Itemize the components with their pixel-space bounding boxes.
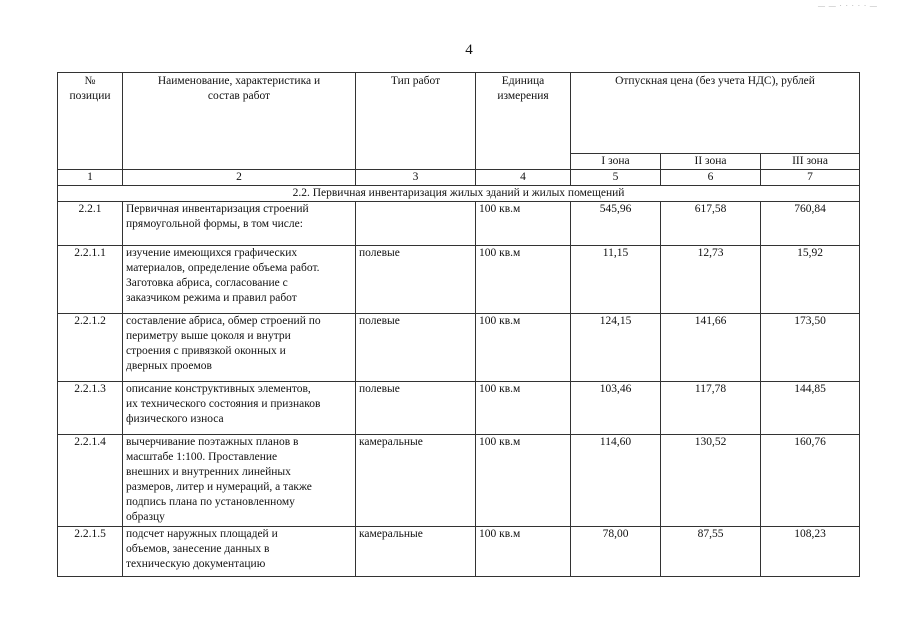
row-unit: 100 кв.м <box>476 202 571 246</box>
row-work-type: камеральные <box>356 527 476 577</box>
header-zone-1: I зона <box>571 154 661 170</box>
row-price-zone-3: 173,50 <box>761 314 860 382</box>
col-number: 2 <box>123 170 356 186</box>
row-name: изучение имеющихся графических материалов, определение объема работ. Заготовка абриса, согласование с заказчиком режима и правил работ <box>123 246 356 314</box>
row-price-zone-2: 117,78 <box>661 382 761 435</box>
row-work-type: камеральные <box>356 435 476 527</box>
row-work-type: полевые <box>356 246 476 314</box>
row-work-type: полевые <box>356 314 476 382</box>
header-unit: Единица измерения <box>476 73 571 170</box>
row-name: вычерчивание поэтажных планов в масштабе 1:100. Проставление внешних и внутренних линейных размеров, литер и нумераций, а также подпись плана по установленному образцу <box>123 435 356 527</box>
row-name: описание конструктивных элементов, их технического состояния и признаков физического износа <box>123 382 356 435</box>
row-position: 2.2.1.5 <box>58 527 123 577</box>
table-row <box>58 435 860 527</box>
header-row <box>58 73 860 154</box>
row-position: 2.2.1.3 <box>58 382 123 435</box>
row-price-zone-2: 617,58 <box>661 202 761 246</box>
row-price-zone-3: 15,92 <box>761 246 860 314</box>
row-price-zone-3: 144,85 <box>761 382 860 435</box>
col-number: 6 <box>661 170 761 186</box>
row-price-zone-2: 12,73 <box>661 246 761 314</box>
row-price-zone-1: 114,60 <box>571 435 661 527</box>
row-price-zone-1: 78,00 <box>571 527 661 577</box>
row-name: подсчет наружных площадей и объемов, занесение данных в техническую документацию <box>123 527 356 577</box>
section-row <box>58 186 860 202</box>
row-price-zone-1: 124,15 <box>571 314 661 382</box>
row-name: составление абриса, обмер строений по периметру выше цоколя и внутри строения с привязкой оконных и дверных проемов <box>123 314 356 382</box>
row-price-zone-2: 87,55 <box>661 527 761 577</box>
page-number: 4 <box>465 42 473 58</box>
row-unit: 100 кв.м <box>476 314 571 382</box>
row-price-zone-2: 130,52 <box>661 435 761 527</box>
col-number: 3 <box>356 170 476 186</box>
header-work-type: Тип работ <box>356 73 476 170</box>
col-number: 4 <box>476 170 571 186</box>
row-price-zone-3: 108,23 <box>761 527 860 577</box>
row-price-zone-3: 160,76 <box>761 435 860 527</box>
header-zone-3: III зона <box>761 154 860 170</box>
row-position: 2.2.1.2 <box>58 314 123 382</box>
table-row <box>58 314 860 382</box>
row-unit: 100 кв.м <box>476 246 571 314</box>
row-unit: 100 кв.м <box>476 382 571 435</box>
table-row <box>58 527 860 577</box>
row-work-type: полевые <box>356 382 476 435</box>
column-numbering-row <box>58 170 860 186</box>
row-name: Первичная инвентаризация строений прямоугольной формы, в том числе: <box>123 202 356 246</box>
table-row <box>58 246 860 314</box>
scan-artifact-marks: — — · · · · · — <box>818 2 878 10</box>
price-table <box>57 72 860 577</box>
row-price-zone-1: 11,15 <box>571 246 661 314</box>
header-position: № позиции <box>58 73 123 170</box>
row-price-zone-3: 760,84 <box>761 202 860 246</box>
header-name: Наименование, характеристика и состав работ <box>123 73 356 170</box>
row-unit: 100 кв.м <box>476 435 571 527</box>
row-work-type <box>356 202 476 246</box>
col-number: 7 <box>761 170 860 186</box>
header-price: Отпускная цена (без учета НДС), рублей <box>571 73 860 154</box>
table-row <box>58 382 860 435</box>
row-position: 2.2.1 <box>58 202 123 246</box>
row-price-zone-2: 141,66 <box>661 314 761 382</box>
row-price-zone-1: 103,46 <box>571 382 661 435</box>
header-zone-2: II зона <box>661 154 761 170</box>
col-number: 5 <box>571 170 661 186</box>
row-position: 2.2.1.4 <box>58 435 123 527</box>
table-row <box>58 202 860 246</box>
col-number: 1 <box>58 170 123 186</box>
row-unit: 100 кв.м <box>476 527 571 577</box>
row-position: 2.2.1.1 <box>58 246 123 314</box>
section-title: 2.2. Первичная инвентаризация жилых зданий и жилых помещений <box>58 186 860 202</box>
row-price-zone-1: 545,96 <box>571 202 661 246</box>
